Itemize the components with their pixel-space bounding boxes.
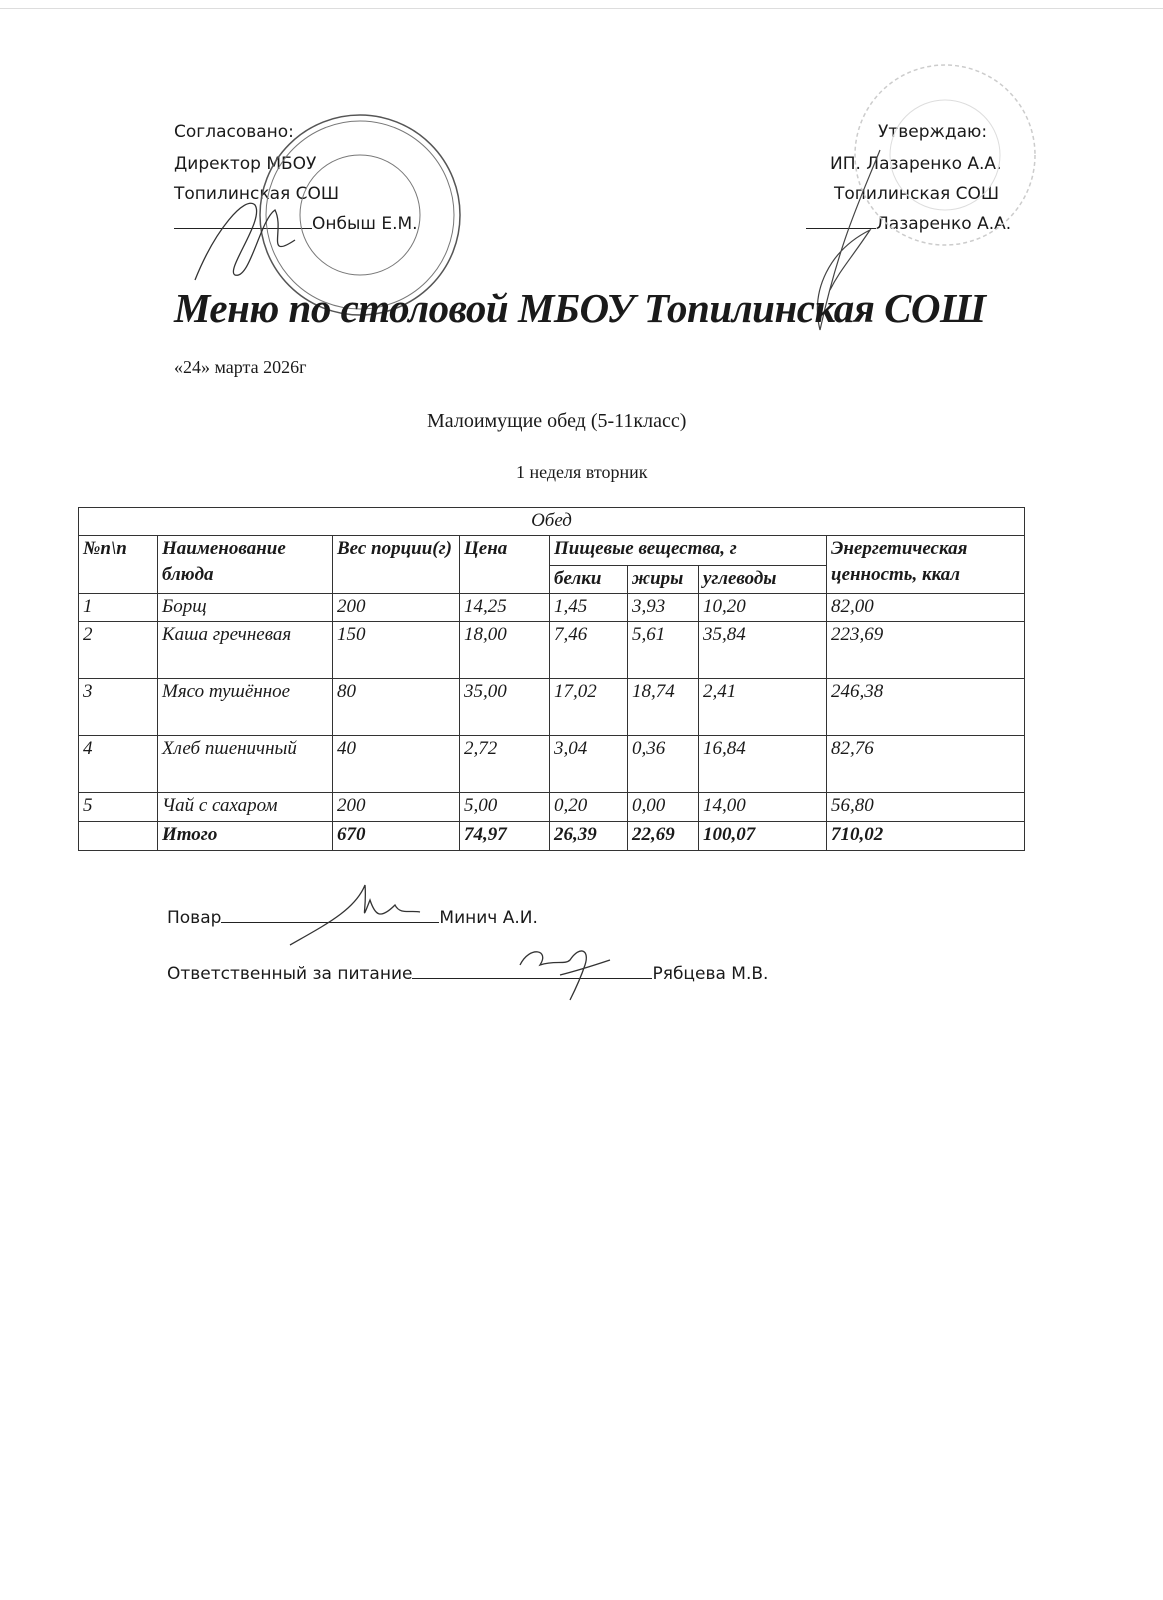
header-num: №п\п bbox=[79, 536, 158, 594]
cell-weight: 80 bbox=[333, 679, 460, 736]
menu-category: Малоимущие обед (5-11класс) bbox=[427, 410, 687, 432]
director-signature bbox=[185, 190, 305, 290]
header-protein: белки bbox=[550, 566, 628, 594]
header-energy: Энергетическая ценность, ккал bbox=[827, 536, 1025, 594]
signer-right: Лазаренко А.А. bbox=[806, 214, 1011, 234]
agreed-label: Согласовано: bbox=[174, 122, 294, 142]
ip-name: ИП. Лазаренко А.А. bbox=[830, 154, 1002, 174]
cell-name: Чай с сахаром bbox=[158, 793, 333, 822]
cell-weight: 40 bbox=[333, 736, 460, 793]
header-weight: Вес порции(г) bbox=[333, 536, 460, 594]
cell-fat: 0,36 bbox=[628, 736, 699, 793]
cell-carbs: 10,20 bbox=[699, 594, 827, 622]
total-weight: 670 bbox=[333, 822, 460, 851]
signer-left: Онбыш Е.М. bbox=[174, 214, 418, 234]
cell-protein: 0,20 bbox=[550, 793, 628, 822]
cell-num: 4 bbox=[79, 736, 158, 793]
cell-energy: 82,00 bbox=[827, 594, 1025, 622]
table-row bbox=[79, 736, 1025, 793]
cell-price: 18,00 bbox=[460, 622, 550, 679]
scan-edge bbox=[0, 8, 1163, 9]
table-row bbox=[79, 622, 1025, 679]
cell-carbs: 2,41 bbox=[699, 679, 827, 736]
school-name: Топилинская СОШ bbox=[174, 184, 340, 204]
table-row bbox=[79, 594, 1025, 622]
responsible-name: Рябцева М.В. bbox=[652, 964, 769, 984]
cell-weight: 150 bbox=[333, 622, 460, 679]
cell-protein: 17,02 bbox=[550, 679, 628, 736]
header-nutrients: Пищевые вещества, г bbox=[550, 536, 827, 566]
responsible-line: Ответственный за питание Рябцева М.В. bbox=[167, 964, 769, 984]
cell-name: Мясо тушённое bbox=[158, 679, 333, 736]
total-price: 74,97 bbox=[460, 822, 550, 851]
cell-energy: 223,69 bbox=[827, 622, 1025, 679]
cell-price: 14,25 bbox=[460, 594, 550, 622]
cell-price: 5,00 bbox=[460, 793, 550, 822]
total-label: Итого bbox=[158, 822, 333, 851]
total-num bbox=[79, 822, 158, 851]
total-protein: 26,39 bbox=[550, 822, 628, 851]
total-fat: 22,69 bbox=[628, 822, 699, 851]
cell-num: 1 bbox=[79, 594, 158, 622]
document-title: Меню по столовой МБОУ Топилинская СОШ bbox=[174, 285, 986, 331]
total-energy: 710,02 bbox=[827, 822, 1025, 851]
cook-name: Минич А.И. bbox=[439, 908, 538, 928]
cell-name: Хлеб пшеничный bbox=[158, 736, 333, 793]
table-caption: Обед bbox=[79, 508, 1025, 536]
cook-line: Повар Минич А.И. bbox=[167, 908, 538, 928]
cell-price: 35,00 bbox=[460, 679, 550, 736]
cell-num: 3 bbox=[79, 679, 158, 736]
approve-label: Утверждаю: bbox=[878, 122, 988, 142]
cell-price: 2,72 bbox=[460, 736, 550, 793]
cell-energy: 82,76 bbox=[827, 736, 1025, 793]
cell-energy: 246,38 bbox=[827, 679, 1025, 736]
cell-protein: 3,04 bbox=[550, 736, 628, 793]
menu-table bbox=[78, 507, 1025, 851]
header-fat: жиры bbox=[628, 566, 699, 594]
cell-num: 5 bbox=[79, 793, 158, 822]
cell-energy: 56,80 bbox=[827, 793, 1025, 822]
cell-weight: 200 bbox=[333, 594, 460, 622]
document-date: «24» марта 2026г bbox=[174, 357, 307, 377]
total-row bbox=[79, 822, 1025, 851]
total-carbs: 100,07 bbox=[699, 822, 827, 851]
school-name-right: Топилинская СОШ bbox=[834, 184, 1000, 204]
cell-fat: 0,00 bbox=[628, 793, 699, 822]
week-day: 1 неделя вторник bbox=[516, 462, 648, 482]
cell-carbs: 35,84 bbox=[699, 622, 827, 679]
cell-protein: 7,46 bbox=[550, 622, 628, 679]
cell-protein: 1,45 bbox=[550, 594, 628, 622]
cell-fat: 3,93 bbox=[628, 594, 699, 622]
cell-num: 2 bbox=[79, 622, 158, 679]
header-name: Наименование блюда bbox=[158, 536, 333, 594]
cell-fat: 5,61 bbox=[628, 622, 699, 679]
cell-carbs: 14,00 bbox=[699, 793, 827, 822]
cell-carbs: 16,84 bbox=[699, 736, 827, 793]
cell-weight: 200 bbox=[333, 793, 460, 822]
table-row bbox=[79, 793, 1025, 822]
director-title: Директор МБОУ bbox=[174, 154, 317, 174]
header-price: Цена bbox=[460, 536, 550, 594]
table-row bbox=[79, 679, 1025, 736]
header-carbs: углеводы bbox=[699, 566, 827, 594]
cell-fat: 18,74 bbox=[628, 679, 699, 736]
cell-name: Каша гречневая bbox=[158, 622, 333, 679]
cell-name: Борщ bbox=[158, 594, 333, 622]
